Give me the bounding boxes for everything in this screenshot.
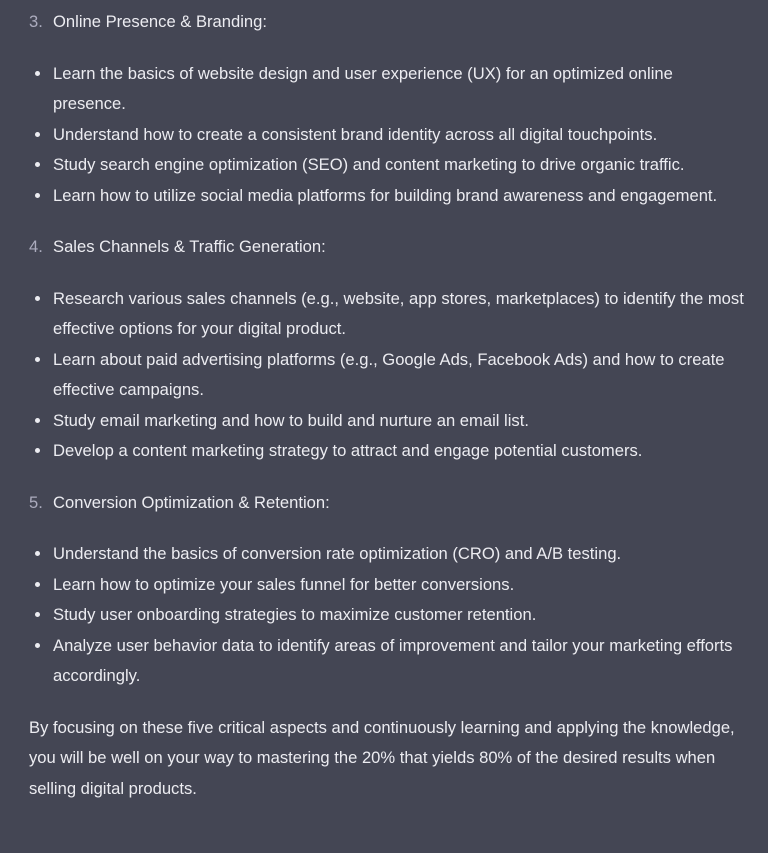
bullet-icon [35, 296, 40, 301]
list-item [29, 120, 744, 151]
list-item [29, 59, 744, 120]
list-item [29, 600, 744, 631]
bullet-icon [35, 612, 40, 617]
bullet-icon [35, 132, 40, 137]
list-item-text: Study search engine optimization (SEO) and content marketing to drive organic traffic. [53, 155, 685, 174]
section-sales-channels [29, 232, 744, 467]
conclusion-paragraph: By focusing on these five critical aspects and continuously learning and applying the knowledge, you will be well on your way to mastering the 20% that yields 80% of the desired results when selling digital products. [29, 717, 735, 798]
bullet-icon [35, 162, 40, 167]
list-item [29, 345, 744, 406]
list-item-text: Research various sales channels (e.g., website, app stores, marketplaces) to identify the most effective options for your digital product. [53, 288, 744, 338]
list-item [29, 181, 744, 212]
bullet-icon [35, 71, 40, 76]
list-item [29, 436, 744, 467]
bullet-list [29, 539, 744, 692]
list-item [29, 284, 744, 345]
section-title: Conversion Optimization & Retention: [53, 492, 330, 512]
list-item-text: Learn about paid advertising platforms (e.g., Google Ads, Facebook Ads) and how to create effective campaigns. [53, 349, 725, 399]
list-item [29, 631, 744, 692]
bullet-icon [35, 418, 40, 423]
section-number: 4. [29, 237, 43, 256]
section-number: 3. [29, 12, 43, 31]
bullet-icon [35, 643, 40, 648]
section-title: Sales Channels & Traffic Generation: [53, 237, 326, 256]
bullet-icon [35, 193, 40, 198]
bullet-icon [35, 357, 40, 362]
list-item-text: Study user onboarding strategies to maximize customer retention. [53, 605, 537, 624]
section-number: 5. [29, 492, 43, 512]
list-item-text: Develop a content marketing strategy to attract and engage potential customers. [53, 441, 643, 460]
section-online-presence [29, 7, 744, 211]
section-heading [29, 232, 744, 263]
list-item-text: Learn how to utilize social media platforms for building brand awareness and engagement. [53, 185, 718, 205]
list-item [29, 150, 744, 181]
bullet-list [29, 284, 744, 467]
bullet-icon [35, 448, 40, 453]
list-item-text: Analyze user behavior data to identify areas of improvement and tailor your marketing efforts accordingly. [53, 635, 733, 685]
list-item-text: Learn how to optimize your sales funnel for better conversions. [53, 574, 515, 594]
list-item-text: Understand how to create a consistent brand identity across all digital touchpoints. [53, 124, 658, 144]
section-title: Online Presence & Branding: [53, 12, 268, 31]
list-item [29, 539, 744, 570]
bullet-icon [35, 551, 40, 556]
list-item [29, 570, 744, 601]
list-item-text: Learn the basics of website design and user experience (UX) for an optimized online presence. [53, 63, 673, 113]
list-item-text: Study email marketing and how to build and nurture an email list. [53, 410, 529, 430]
section-heading [29, 488, 744, 519]
section-heading [29, 7, 744, 38]
list-item-text: Understand the basics of conversion rate optimization (CRO) and A/B testing. [53, 544, 622, 563]
bullet-icon [35, 582, 40, 587]
list-item [29, 406, 744, 437]
bullet-list [29, 59, 744, 212]
section-conversion-optimization [29, 488, 744, 692]
